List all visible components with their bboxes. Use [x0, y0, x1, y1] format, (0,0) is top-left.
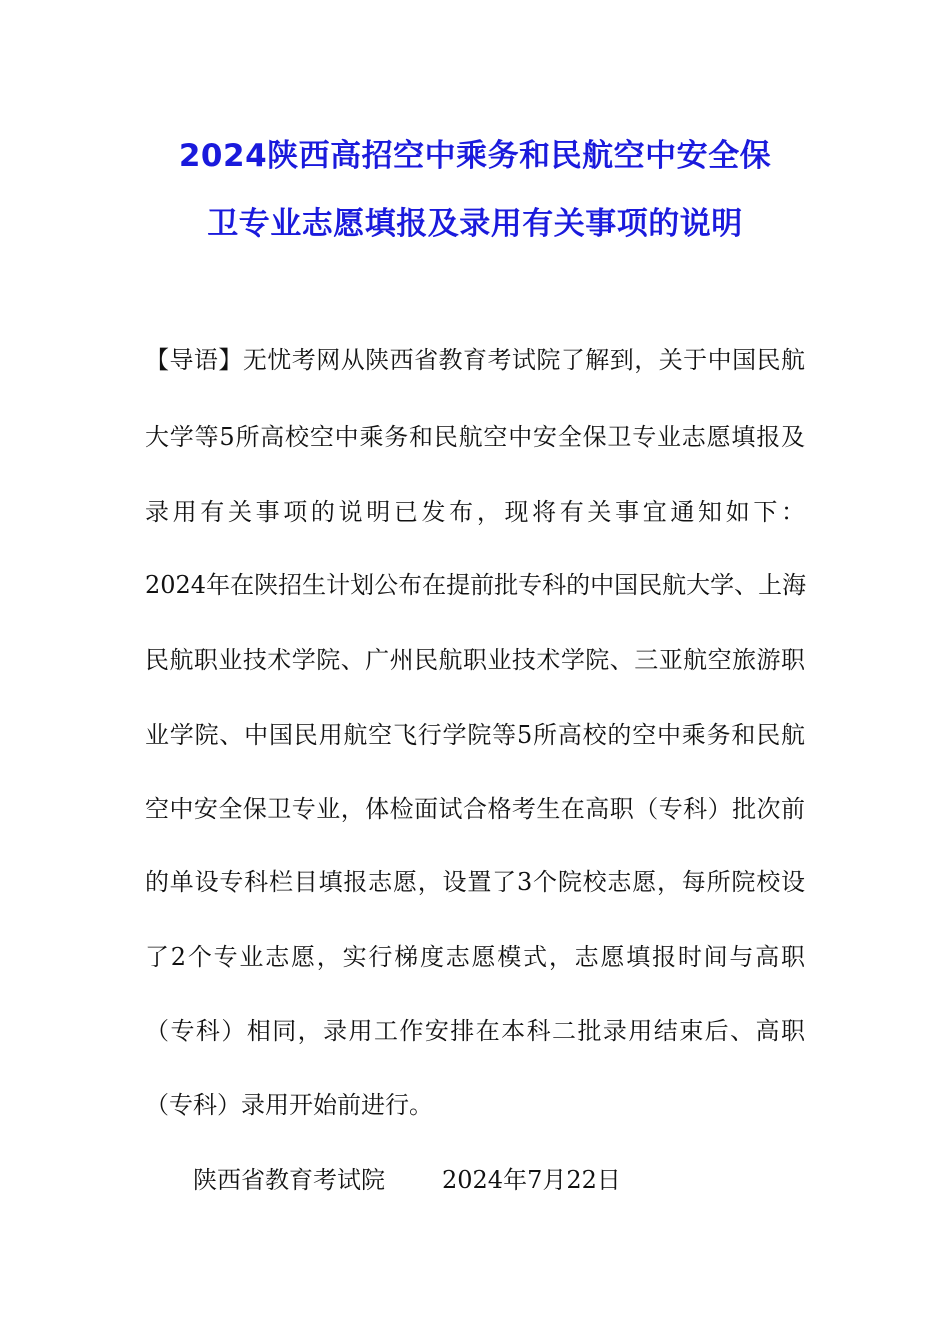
body-line-5: 民航职业技术学院、广州民航职业技术学院、三亚航空旅游职	[145, 646, 805, 674]
body-line-4: 2024年在陕招生计划公布在提前批专科的中国民航大学、上海	[145, 571, 807, 599]
body-line-7: 空中安全保卫专业，体检面试合格考生在高职（专科）批次前	[145, 795, 805, 823]
body-line-8: 的单设专科栏目填报志愿，设置了3个院校志愿，每所院校设	[145, 868, 805, 896]
body-line-9: 了2个专业志愿，实行梯度志愿模式，志愿填报时间与高职	[145, 943, 805, 971]
body-line-1: 【导语】无忧考网从陕西省教育考试院了解到，关于中国民航	[145, 346, 805, 374]
document-title-line-2: 卫专业志愿填报及录用有关事项的说明	[207, 206, 743, 242]
body-line-11: （专科）录用开始前进行。	[145, 1091, 433, 1119]
signature-date: 2024年7月22日	[442, 1166, 621, 1194]
body-line-2: 大学等5所高校空中乘务和民航空中安全保卫专业志愿填报及	[145, 423, 805, 451]
signature-organization: 陕西省教育考试院	[193, 1166, 385, 1194]
body-line-6: 业学院、中国民用航空飞行学院等5所高校的空中乘务和民航	[145, 721, 805, 749]
document-title-line-1: 2024陕西高招空中乘务和民航空中安全保	[178, 138, 772, 174]
body-line-10: （专科）相同，录用工作安排在本科二批录用结束后、高职	[145, 1017, 805, 1045]
body-line-3: 录用有关事项的说明已发布，现将有关事宜通知如下：	[145, 498, 805, 526]
